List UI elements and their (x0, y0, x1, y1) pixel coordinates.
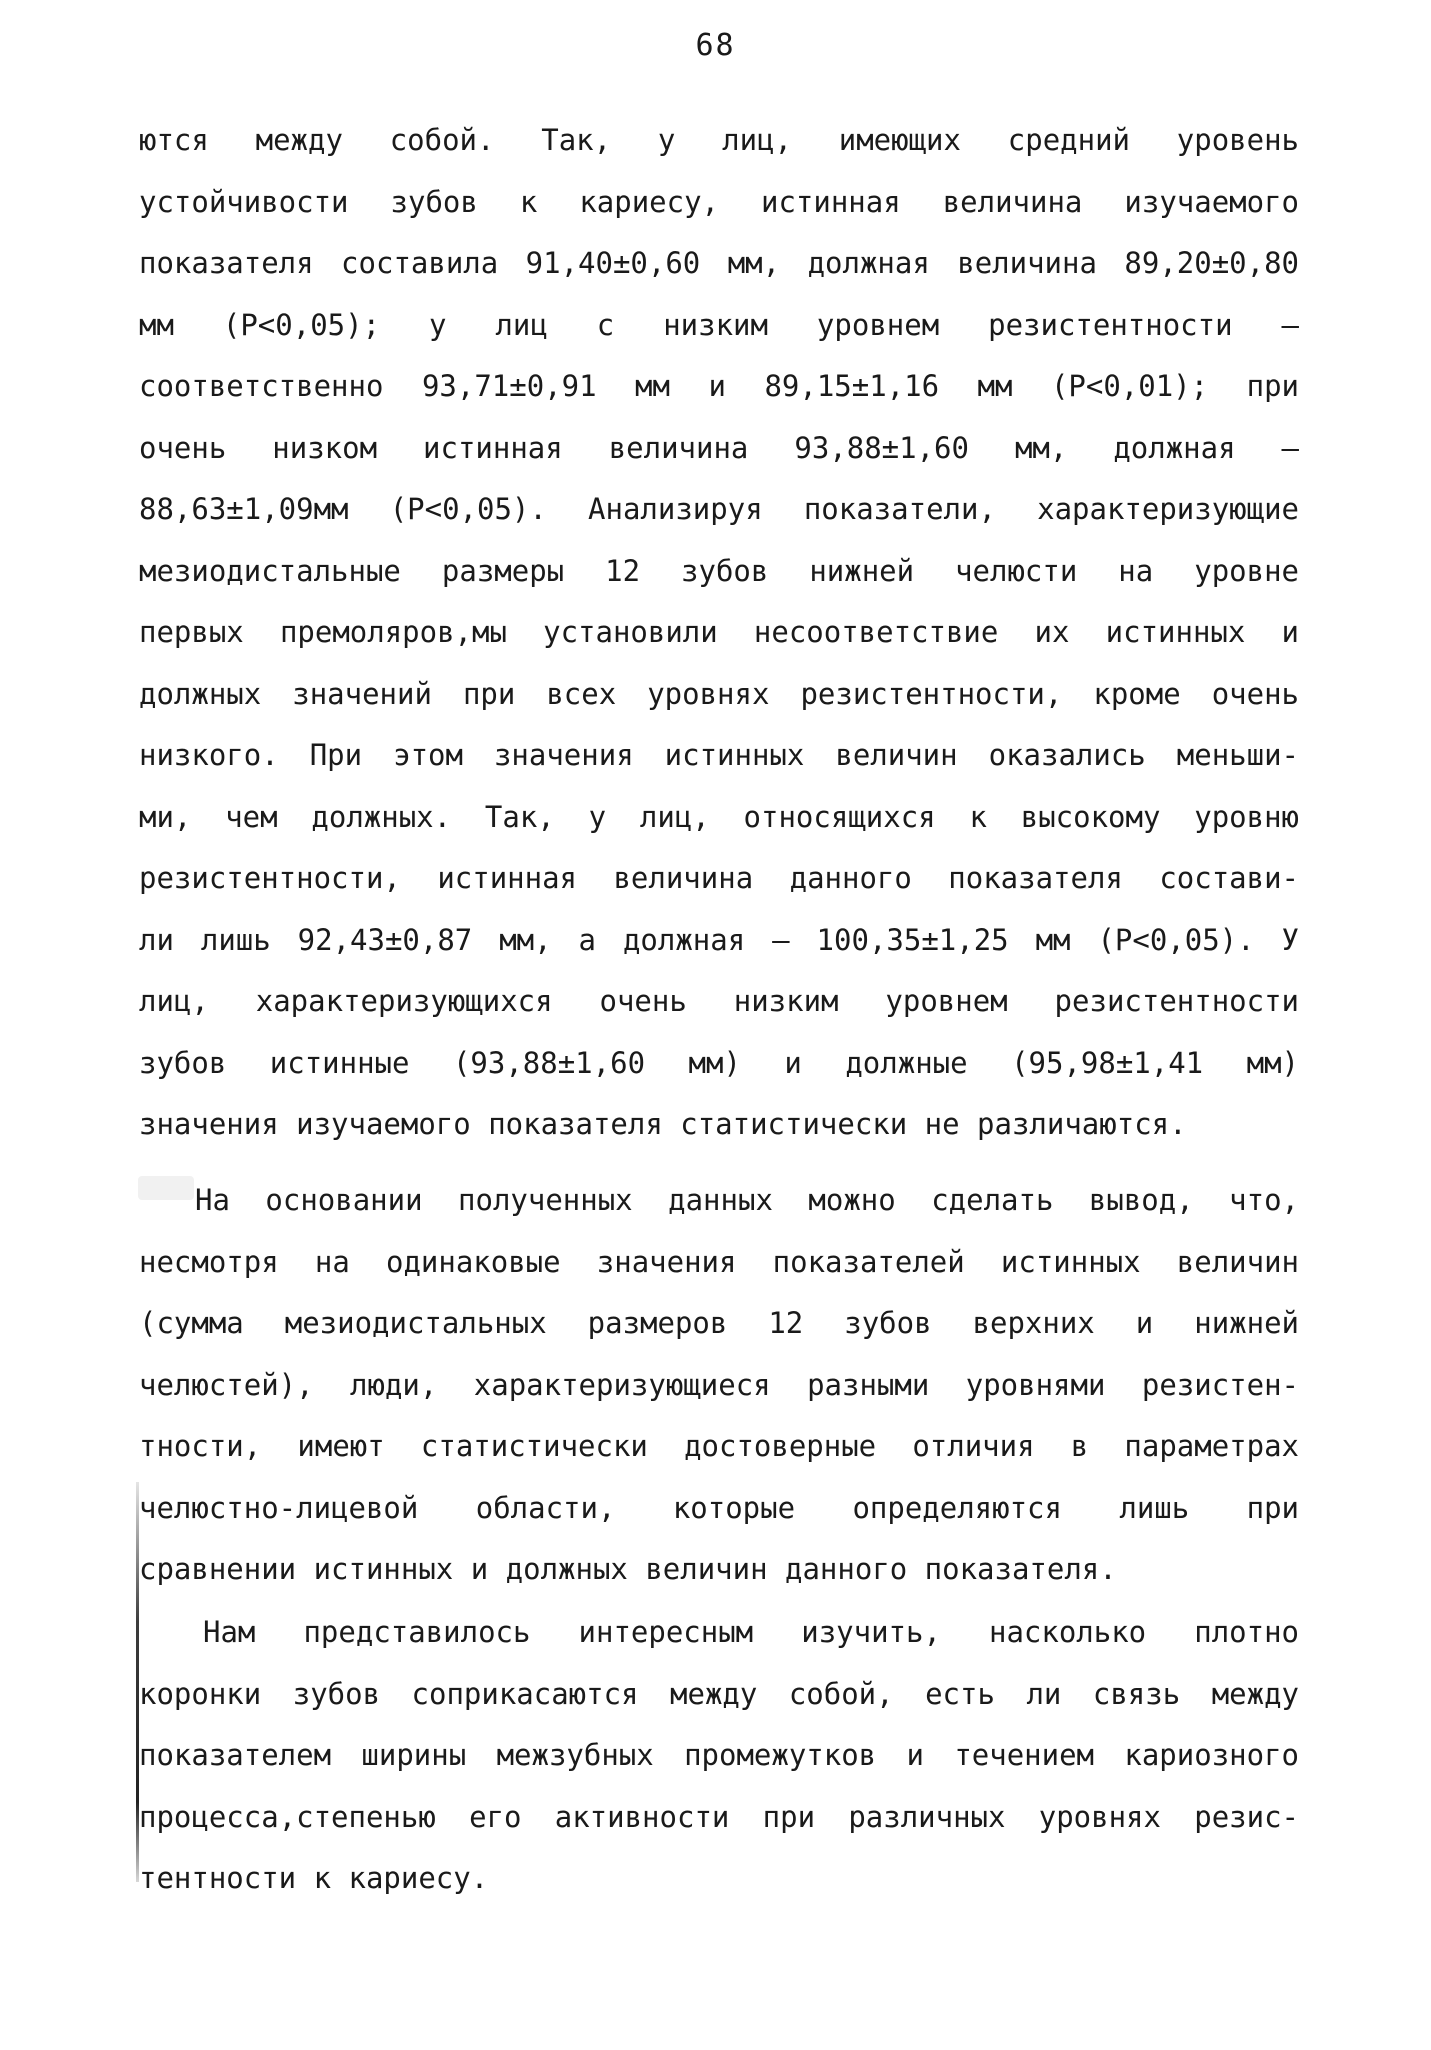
text-line: низкого. При этом значения истинных величин оказались меньши- (139, 738, 1299, 772)
text-line: ли лишь 92,43±0,87 мм, а должная – 100,35±1,25 мм (P<0,05). У (139, 922, 1299, 957)
text-line: лиц, характеризующихся очень низким уровнем резистентности (139, 984, 1299, 1018)
text-line: коронки зубов соприкасаются между собой, есть ли связь между (139, 1676, 1299, 1711)
text-line: сравнении истинных и должных величин данного показателя. (139, 1552, 1117, 1586)
text-line: 88,63±1,09мм (P<0,05). Анализируя показатели, характеризующие (139, 492, 1299, 526)
text-line: челюстей), люди, характеризующиеся разными уровнями резистен- (139, 1367, 1299, 1402)
text-line: Нам представилось интересным изучить, насколько плотно (203, 1615, 1299, 1649)
text-line: соответственно 93,71±0,91 мм и 89,15±1,16 мм (P<0,01); при (139, 369, 1299, 403)
text-line: первых премоляров,мы установили несоответствие их истинных и (139, 615, 1299, 649)
text-line: очень низком истинная величина 93,88±1,60 мм, должная – (139, 430, 1299, 465)
paragraph-2 (139, 1170, 1299, 1601)
text-line: На основании полученных данных можно сделать вывод, что, (195, 1183, 1299, 1217)
text-line: ми, чем должных. Так, у лиц, относящихся к высокому уровню (139, 799, 1299, 834)
paragraph-1 (139, 110, 1299, 1156)
text-line: показателя составила 91,40±0,60 мм, должная величина 89,20±0,80 (139, 246, 1299, 280)
text-line: процесса,степенью его активности при различных уровнях резис- (139, 1799, 1299, 1834)
paragraph-3 (139, 1602, 1299, 1910)
text-line: резистентности, истинная величина данного показателя состави- (139, 861, 1299, 895)
text-line: ются между собой. Так, у лиц, имеющих средний уровень (139, 123, 1299, 157)
text-line: зубов истинные (93,88±1,60 мм) и должные (95,98±1,41 мм) (139, 1045, 1299, 1080)
page-number: 68 (695, 28, 736, 63)
text-line: должных значений при всех уровнях резистентности, кроме очень (139, 676, 1299, 711)
text-line: несмотря на одинаковые значения показателей истинных величин (139, 1244, 1299, 1279)
text-line: челюстно-лицевой области, которые определяются лишь при (139, 1490, 1299, 1525)
text-line: мм (P<0,05); у лиц с низким уровнем резистентности – (139, 307, 1299, 342)
text-line: тентности к кариесу. (139, 1861, 489, 1895)
text-line: тности, имеют статистически достоверные отличия в параметрах (139, 1429, 1299, 1463)
text-line: значения изучаемого показателя статистически не различаются. (139, 1107, 1187, 1141)
text-line: устойчивости зубов к кариесу, истинная величина изучаемого (139, 184, 1299, 219)
text-line: показателем ширины межзубных промежутков и течением кариозного (139, 1738, 1299, 1772)
text-line: мезиодистальные размеры 12 зубов нижней челюсти на уровне (139, 553, 1299, 588)
text-line: (сумма мезиодистальных размеров 12 зубов верхних и нижней (139, 1306, 1299, 1340)
